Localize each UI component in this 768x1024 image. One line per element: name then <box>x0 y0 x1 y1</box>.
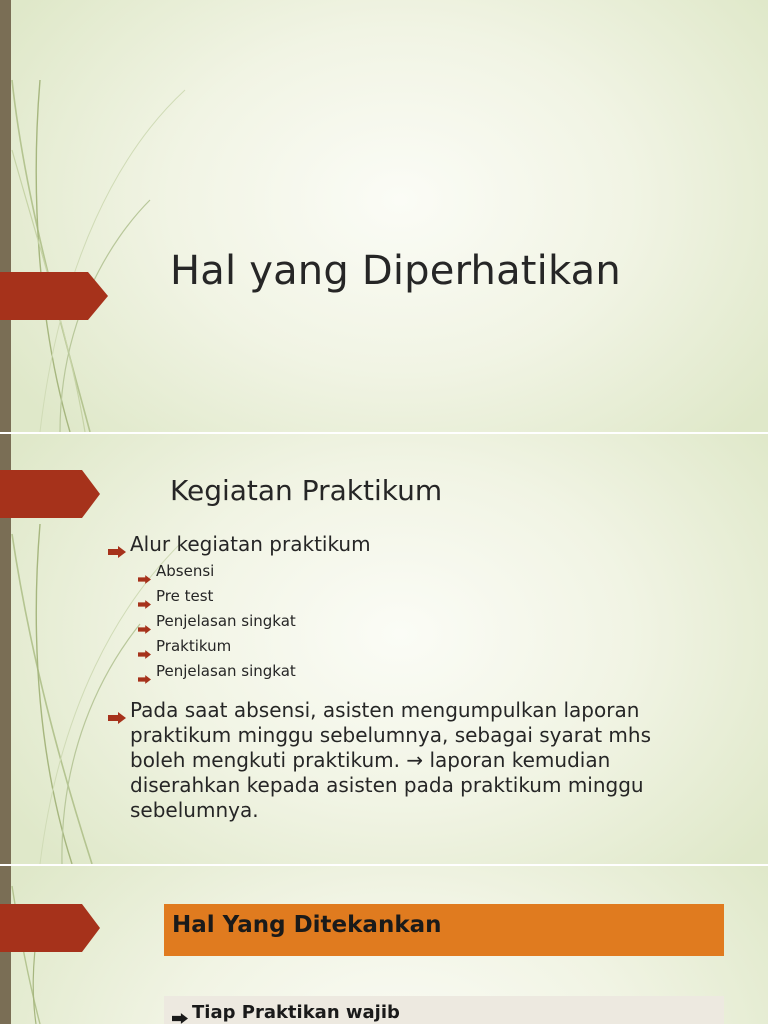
bullet-text-line: diserahkan kepada asisten pada praktikum minggu <box>130 773 644 797</box>
slide-title <box>0 0 768 432</box>
decorative-vines <box>0 0 200 432</box>
bullet-text: Alur kegiatan praktikum <box>130 532 371 556</box>
sub-bullet-text: Pre test <box>156 587 214 605</box>
sub-bullet-item <box>138 559 708 584</box>
slide-kegiatan <box>0 434 768 864</box>
arrow-bullet-icon <box>172 1008 188 1024</box>
sub-bullet-text: Praktikum <box>156 637 232 655</box>
sub-bullet-text: Penjelasan singkat <box>156 612 296 630</box>
arrow-bullet-icon <box>138 667 151 692</box>
slide-ditekankan <box>0 866 768 1024</box>
slide-marker <box>0 904 100 952</box>
sub-bullet-item <box>138 584 708 609</box>
bullet-item <box>108 532 708 557</box>
sub-bullet-item <box>138 659 708 684</box>
bullet-text-line: praktikum minggu sebelumnya, sebagai syarat mhs <box>130 723 652 747</box>
slide-marker <box>0 272 108 320</box>
slide-title-text: Hal yang Diperhatikan <box>170 248 621 294</box>
title-box <box>164 904 724 956</box>
sub-bullet-text: Absensi <box>156 562 215 580</box>
sub-bullet-text: Penjelasan singkat <box>156 662 296 680</box>
bullet-list <box>108 532 708 823</box>
slide-marker <box>0 470 108 518</box>
sub-bullet-item <box>138 634 708 659</box>
slide-heading: Hal Yang Ditekankan <box>172 912 442 938</box>
bullet-item <box>172 1002 400 1023</box>
bullet-text-line: boleh mengkuti praktikum. → laporan kemudian <box>130 748 611 772</box>
sub-bullet-item <box>138 609 708 634</box>
bullet-text: Tiap Praktikan wajib <box>192 1002 400 1023</box>
bullet-text-line: sebelumnya. <box>130 798 259 822</box>
arrow-bullet-icon <box>108 705 126 730</box>
arrow-bullet-icon <box>108 539 126 564</box>
content-box <box>164 996 724 1024</box>
bullet-item <box>108 698 708 823</box>
bullet-text-line: Pada saat absensi, asisten mengumpulkan laporan <box>130 698 640 722</box>
slide-heading: Kegiatan Praktikum <box>170 474 443 507</box>
